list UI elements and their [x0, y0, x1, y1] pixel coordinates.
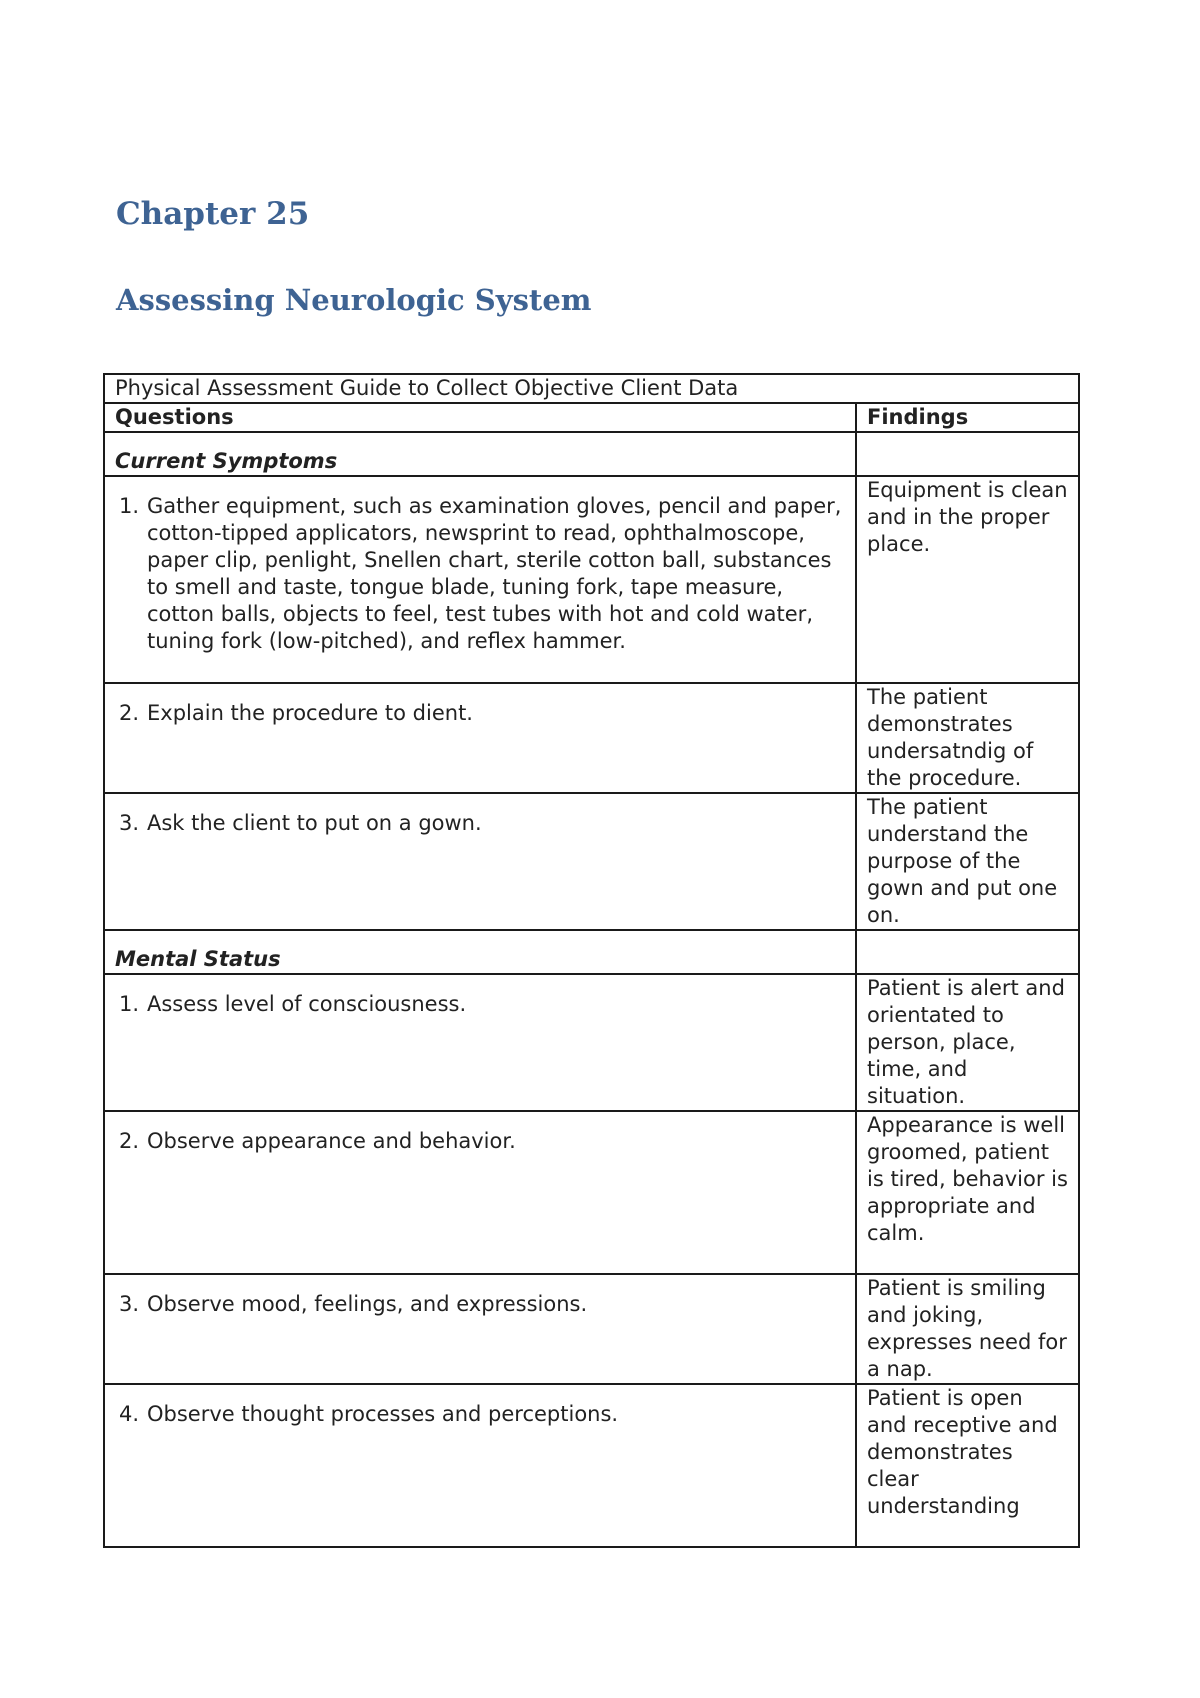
table-row [104, 1274, 1079, 1384]
section-empty-cell [856, 432, 1079, 476]
table-row [104, 1111, 1079, 1274]
finding-cell [856, 1274, 1079, 1384]
step-number: 2. [119, 701, 140, 725]
question-cell [104, 1111, 856, 1274]
finding-text: Equipment is clean and in the proper place. [867, 478, 1068, 556]
step-number: 2. [119, 1129, 140, 1153]
section-row-mental-status [104, 930, 1079, 974]
table-caption: Physical Assessment Guide to Collect Objective Client Data [104, 374, 1079, 403]
step-number: 1. [119, 494, 140, 518]
step-number: 3. [119, 811, 140, 835]
table-row [104, 683, 1079, 793]
table-row [104, 476, 1079, 683]
question-text: Assess level of consciousness. [147, 992, 467, 1016]
finding-text: The patient demonstrates undersatndig of the procedure. [867, 685, 1034, 790]
question-text: Observe thought processes and perceptions. [147, 1402, 619, 1426]
section-label: Mental Status [104, 930, 856, 974]
table-row [104, 974, 1079, 1111]
document-title: Assessing Neurologic System [116, 283, 592, 317]
findings-header: Findings [856, 403, 1079, 432]
finding-text: The patient understand the purpose of the gown and put one on. [867, 795, 1058, 927]
question-cell [104, 476, 856, 683]
step-number: 1. [119, 992, 140, 1016]
section-empty-cell [856, 930, 1079, 974]
question-text: Gather equipment, such as examination gloves, pencil and paper, cotton-tipped applicators, newsprint to read, ophthalmoscope, paper clip, penlight, Snellen chart, sterile cotton ball, substances to smell and taste, tongue blade, tuning fork, tape measure, cotton balls, objects to feel, test tubes with hot and cold water, tuning fork (low-pitched), and reflex hammer. [147, 494, 842, 653]
finding-text: Patient is alert and orientated to person, place, time, and situation. [867, 976, 1065, 1108]
question-cell [104, 793, 856, 930]
finding-cell [856, 974, 1079, 1111]
question-text: Ask the client to put on a gown. [147, 811, 482, 835]
finding-cell [856, 1111, 1079, 1274]
question-cell [104, 1274, 856, 1384]
table-row [104, 793, 1079, 930]
section-label: Current Symptoms [104, 432, 856, 476]
finding-text: Patient is smiling and joking, expresses need for a nap. [867, 1276, 1067, 1381]
finding-cell [856, 683, 1079, 793]
step-number: 3. [119, 1292, 140, 1316]
questions-header: Questions [104, 403, 856, 432]
chapter-heading: Chapter 25 [116, 196, 310, 232]
question-text: Explain the procedure to dient. [147, 701, 473, 725]
question-text: Observe appearance and behavior. [147, 1129, 516, 1153]
finding-text: Patient is open and receptive and demonstrates clear understanding [867, 1386, 1058, 1518]
table-row [104, 1384, 1079, 1547]
question-cell [104, 1384, 856, 1547]
question-text: Observe mood, feelings, and expressions. [147, 1292, 588, 1316]
step-number: 4. [119, 1402, 140, 1426]
finding-text: Appearance is well groomed, patient is tired, behavior is appropriate and calm. [867, 1113, 1068, 1245]
finding-cell [856, 793, 1079, 930]
question-cell [104, 683, 856, 793]
section-row-current-symptoms [104, 432, 1079, 476]
table-header-row [104, 403, 1079, 432]
finding-cell [856, 476, 1079, 683]
assessment-guide-table [103, 373, 1080, 1548]
table-caption-row [104, 374, 1079, 403]
question-cell [104, 974, 856, 1111]
finding-cell [856, 1384, 1079, 1547]
